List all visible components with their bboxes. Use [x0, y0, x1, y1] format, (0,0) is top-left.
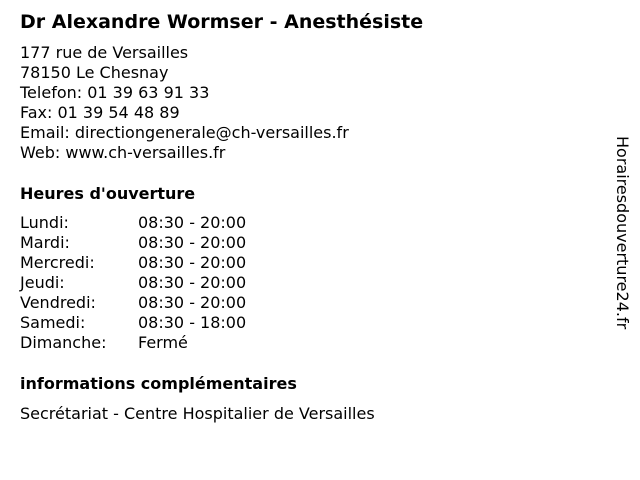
- additional-info-text: Secrétariat - Centre Hospitalier de Versailles: [20, 404, 375, 423]
- day-label: Lundi:: [20, 213, 69, 232]
- city-postcode: 78150 Le Chesnay: [20, 63, 169, 82]
- fax-number: Fax: 01 39 54 48 89: [20, 103, 180, 122]
- hours-row-monday: [20, 213, 246, 233]
- opening-hours-table: [20, 213, 246, 353]
- side-watermark: Horairesdouverture24.fr: [613, 136, 632, 330]
- day-label: Dimanche:: [20, 333, 107, 352]
- page-title: Dr Alexandre Wormser - Anesthésiste: [20, 11, 424, 33]
- website: Web: www.ch-versailles.fr: [20, 143, 226, 162]
- email-address: Email: directiongenerale@ch-versailles.fr: [20, 123, 349, 142]
- hours-row-saturday: [20, 313, 246, 333]
- day-label: Samedi:: [20, 313, 86, 332]
- time-range: 08:30 - 20:00: [138, 293, 247, 312]
- day-label: Mardi:: [20, 233, 70, 252]
- hours-row-friday: [20, 293, 246, 313]
- hours-row-tuesday: [20, 233, 246, 253]
- time-range: 08:30 - 18:00: [138, 313, 247, 332]
- additional-info-heading: informations complémentaires: [20, 374, 297, 393]
- day-label: Vendredi:: [20, 293, 96, 312]
- time-range: 08:30 - 20:00: [138, 253, 247, 272]
- hours-row-wednesday: [20, 253, 246, 273]
- address-block: [20, 43, 349, 163]
- time-range: 08:30 - 20:00: [138, 213, 247, 232]
- street-address: 177 rue de Versailles: [20, 43, 189, 62]
- opening-hours-heading: Heures d'ouverture: [20, 184, 196, 203]
- day-label: Jeudi:: [20, 273, 65, 292]
- hours-row-thursday: [20, 273, 246, 293]
- time-range: 08:30 - 20:00: [138, 273, 247, 292]
- hours-row-sunday: [20, 333, 246, 353]
- time-range: Fermé: [138, 333, 188, 352]
- day-label: Mercredi:: [20, 253, 95, 272]
- phone-number: Telefon: 01 39 63 91 33: [20, 83, 210, 102]
- time-range: 08:30 - 20:00: [138, 233, 247, 252]
